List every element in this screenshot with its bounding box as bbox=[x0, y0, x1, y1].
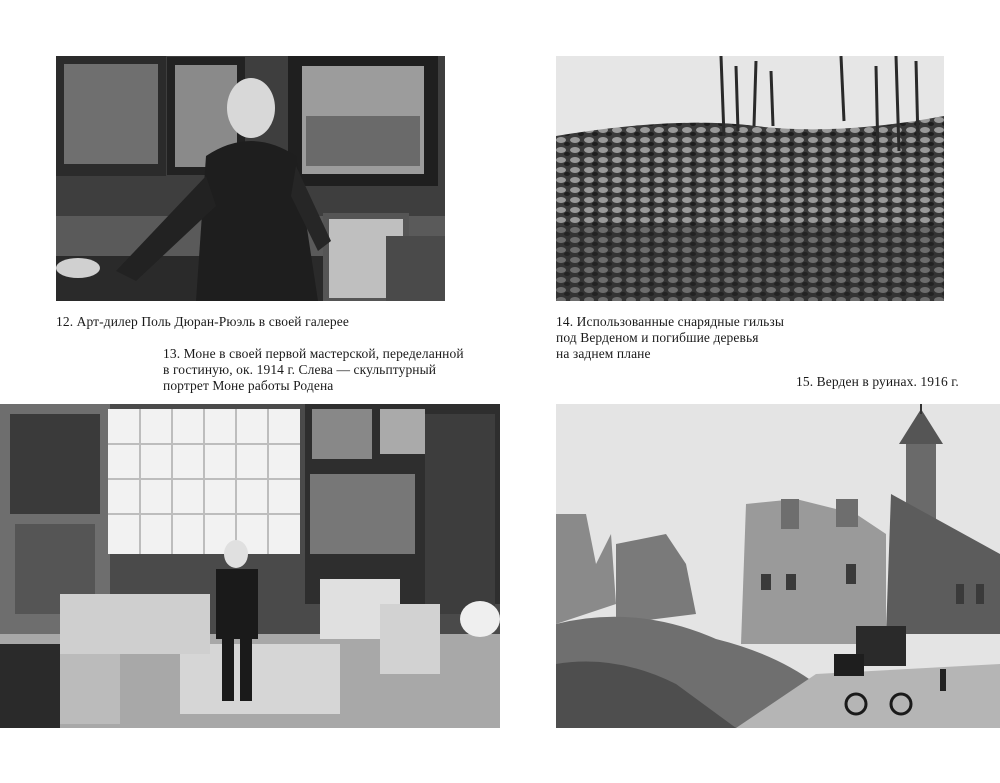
photo-shell-casings bbox=[556, 56, 944, 301]
caption-12 bbox=[56, 314, 349, 330]
caption-13-line: 13. Моне в своей первой мастерской, переделанной bbox=[163, 346, 464, 361]
caption-13-line: в гостиную, ок. 1914 г. Слева — скульптурный bbox=[163, 362, 437, 377]
caption-13 bbox=[163, 346, 464, 394]
caption-15 bbox=[796, 374, 959, 390]
photo-monet-studio bbox=[0, 404, 500, 728]
photo-durand-ruel bbox=[56, 56, 445, 301]
caption-14-line: 14. Использованные снарядные гильзы bbox=[556, 314, 785, 329]
caption-13-line: портрет Моне работы Родена bbox=[163, 378, 334, 393]
caption-15-line: 15. Верден в руинах. 1916 г. bbox=[796, 374, 959, 389]
caption-14 bbox=[556, 314, 784, 362]
caption-14-line: на заднем плане bbox=[556, 346, 651, 361]
caption-14-line: под Верденом и погибшие деревья bbox=[556, 330, 759, 345]
photo-verdun-ruins bbox=[556, 404, 1000, 728]
caption-12-line: 12. Арт-дилер Поль Дюран-Рюэль в своей галерее bbox=[56, 314, 349, 329]
